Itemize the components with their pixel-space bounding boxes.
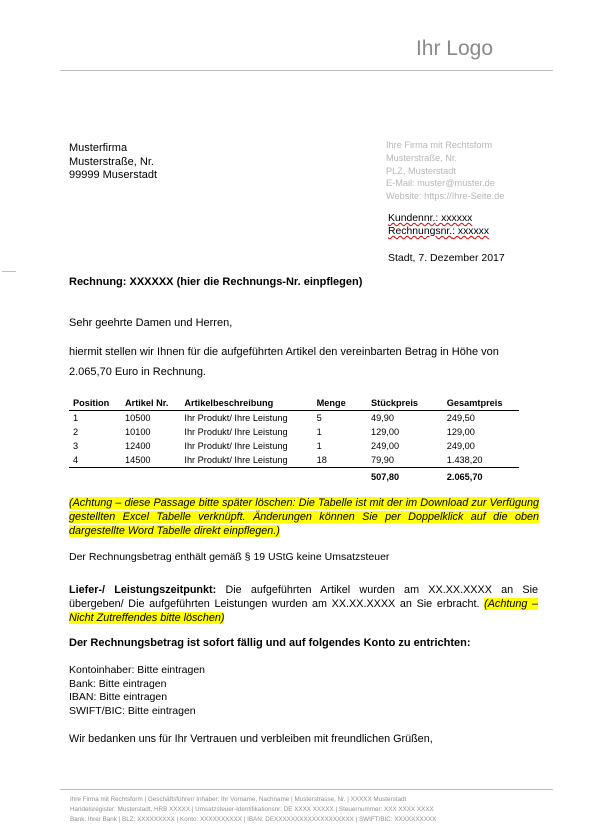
- payment-due-heading: Der Rechnungsbetrag ist sofort fällig und auf folgendes Konto zu entrichten:: [69, 637, 471, 649]
- table-row: [69, 411, 519, 426]
- bank-details: [69, 664, 205, 718]
- table-row: [69, 439, 519, 453]
- sender-company: Ihre Firma mit Rechtsform: [386, 140, 493, 150]
- cell-unit-price: 79,90: [371, 455, 395, 465]
- cell-article-number: 10500: [124, 413, 151, 423]
- cell-unit-price: 49,90: [371, 413, 395, 423]
- cell-total-price: 249,50: [446, 413, 475, 423]
- invoice-date: Stadt, 7. Dezember 2017: [388, 252, 505, 264]
- cell-unit-price: 249,00: [371, 441, 400, 451]
- delivery-delete-note: (Achtung – Nicht Zutreffendes bitte löschen): [69, 597, 539, 624]
- cell-quantity: 18: [316, 455, 327, 465]
- invoice-items-table: [69, 397, 519, 484]
- delivery-label: Liefer-/ Leistungszeitpunkt:: [69, 584, 217, 596]
- fold-mark: [2, 271, 16, 272]
- sender-website: Website: https://Ihre-Seite.de: [386, 191, 505, 202]
- cell-description: Ihr Produkt/ Ihre Leistung: [184, 441, 288, 451]
- footer-line-company: Ihre Firma mit Rechtsform | Geschäftsführer/ Inhaber: Ihr Vorname, Nachname | Musterstrasse, Nr. | XXXXX Musterstadt: [70, 796, 407, 803]
- unit-price-sum: 507,80: [371, 472, 400, 482]
- intro-paragraph: hiermit stellen wir Ihnen für die aufgeführten Artikel den vereinbarten Betrag in Höhe von 2.065,70 Euro in Rechnung.: [69, 346, 499, 378]
- customer-number-value: : xxxxxx: [435, 213, 473, 224]
- table-totals-row: [69, 468, 519, 485]
- swift-bic: SWIFT/BIC: Bitte eintragen: [69, 704, 196, 717]
- sender-city: PLZ, Musterstadt: [386, 165, 456, 176]
- footer-line-bank: Bank: Ihrer Bank | BLZ: XXXXXXXXX | Konto: XXXXXXXXXX | IBAN: DEXXXXXXXXXXXXXXXXXXX | SWIFT/BIC: XXXXXXXXXX: [70, 816, 437, 823]
- header-quantity: Menge: [316, 398, 346, 408]
- cell-quantity: 1: [316, 441, 322, 451]
- table-header-row: [69, 397, 519, 411]
- tax-note: Der Rechnungsbetrag enthält gemäß § 19 UStG keine Umsatzsteuer: [69, 551, 390, 563]
- grand-total: 2.065,70: [446, 472, 483, 482]
- invoice-number: [388, 225, 489, 238]
- sender-address: [386, 139, 504, 203]
- cell-description: Ihr Produkt/ Ihre Leistung: [184, 455, 288, 465]
- invoice-number-value: : xxxxxx: [452, 226, 490, 237]
- table-row: [69, 425, 519, 439]
- page-footer: [70, 795, 436, 825]
- delivery-text: Die aufgeführten Artikel wurden am XX.XX.XXXX an Sie übergeben/ Die aufgeführten Leistungen wurden am XX.XX.XXXX an Sie erbracht.: [69, 584, 539, 610]
- cell-article-number: 12400: [124, 441, 151, 451]
- recipient-street: Musterstraße, Nr.: [69, 155, 154, 168]
- cell-unit-price: 129,00: [371, 427, 400, 437]
- recipient-address: [69, 142, 157, 183]
- header-description: Artikelbeschreibung: [184, 398, 274, 408]
- recipient-company: Musterfirma: [69, 142, 128, 154]
- header-total-price: Gesamtpreis: [446, 398, 503, 408]
- recipient-city: 99999 Muserstadt: [69, 169, 158, 181]
- cell-quantity: 5: [316, 413, 322, 423]
- logo-placeholder: Ihr Logo: [415, 37, 493, 60]
- cell-position: 3: [73, 441, 79, 451]
- bank-name: Bank: Bitte eintragen: [69, 677, 167, 690]
- invoice-subject: Rechnung: XXXXXX (hier die Rechnungs-Nr. einpflegen): [69, 276, 363, 288]
- highlighted-delete-note: [69, 497, 539, 538]
- sender-email: E-Mail: muster@muster.de: [386, 178, 495, 189]
- footer-divider: [60, 789, 553, 790]
- cell-total-price: 1.438,20: [446, 455, 483, 465]
- cell-total-price: 249,00: [446, 441, 475, 451]
- closing-sentence: Wir bedanken uns für Ihr Vertrauen und verbleiben mit freundlichen Grüßen,: [69, 733, 433, 745]
- invoice-references: [388, 212, 489, 238]
- customer-number: [388, 212, 489, 225]
- table-row: [69, 453, 519, 468]
- header-unit-price: Stückpreis: [371, 398, 418, 408]
- note-text: (Achtung – diese Passage bitte später löschen: Die Tabelle ist mit der im Download zur Verfügung gestellten Excel Tabelle verknüpft. Änderungen können Sie per Doppelklick auf die oben dargestellte Word Tabelle direkt einpflegen.): [69, 497, 539, 537]
- sender-street: Musterstraße, Nr.: [386, 152, 457, 163]
- cell-description: Ihr Produkt/ Ihre Leistung: [184, 413, 288, 423]
- cell-position: 2: [73, 427, 79, 437]
- header-article-number: Artikel Nr.: [124, 398, 169, 408]
- account-holder: Kontoinhaber: Bitte eintragen: [69, 664, 206, 676]
- cell-article-number: 10100: [124, 427, 151, 437]
- cell-position: 4: [73, 455, 79, 465]
- cell-description: Ihr Produkt/ Ihre Leistung: [184, 427, 288, 437]
- cell-position: 1: [73, 413, 79, 423]
- customer-number-label: Kundennr.: [388, 213, 436, 224]
- delivery-paragraph: [69, 584, 538, 625]
- invoice-number-label: Rechnungsnr.: [388, 226, 453, 237]
- cell-article-number: 14500: [124, 455, 151, 465]
- header-divider: [60, 70, 553, 71]
- salutation: Sehr geehrte Damen und Herren,: [69, 317, 233, 329]
- header-position: Position: [73, 398, 110, 408]
- cell-quantity: 1: [316, 427, 322, 437]
- iban: IBAN: Bitte eintragen: [69, 691, 168, 703]
- cell-total-price: 129,00: [446, 427, 475, 437]
- footer-line-registry: Handelsregister: Musterstadt, HRB XXXXX | Umsatzsteuer-Identifikationsnr: DE XXXX XXXXX | Steuernummer: XXX XXXX XXXX: [70, 806, 434, 813]
